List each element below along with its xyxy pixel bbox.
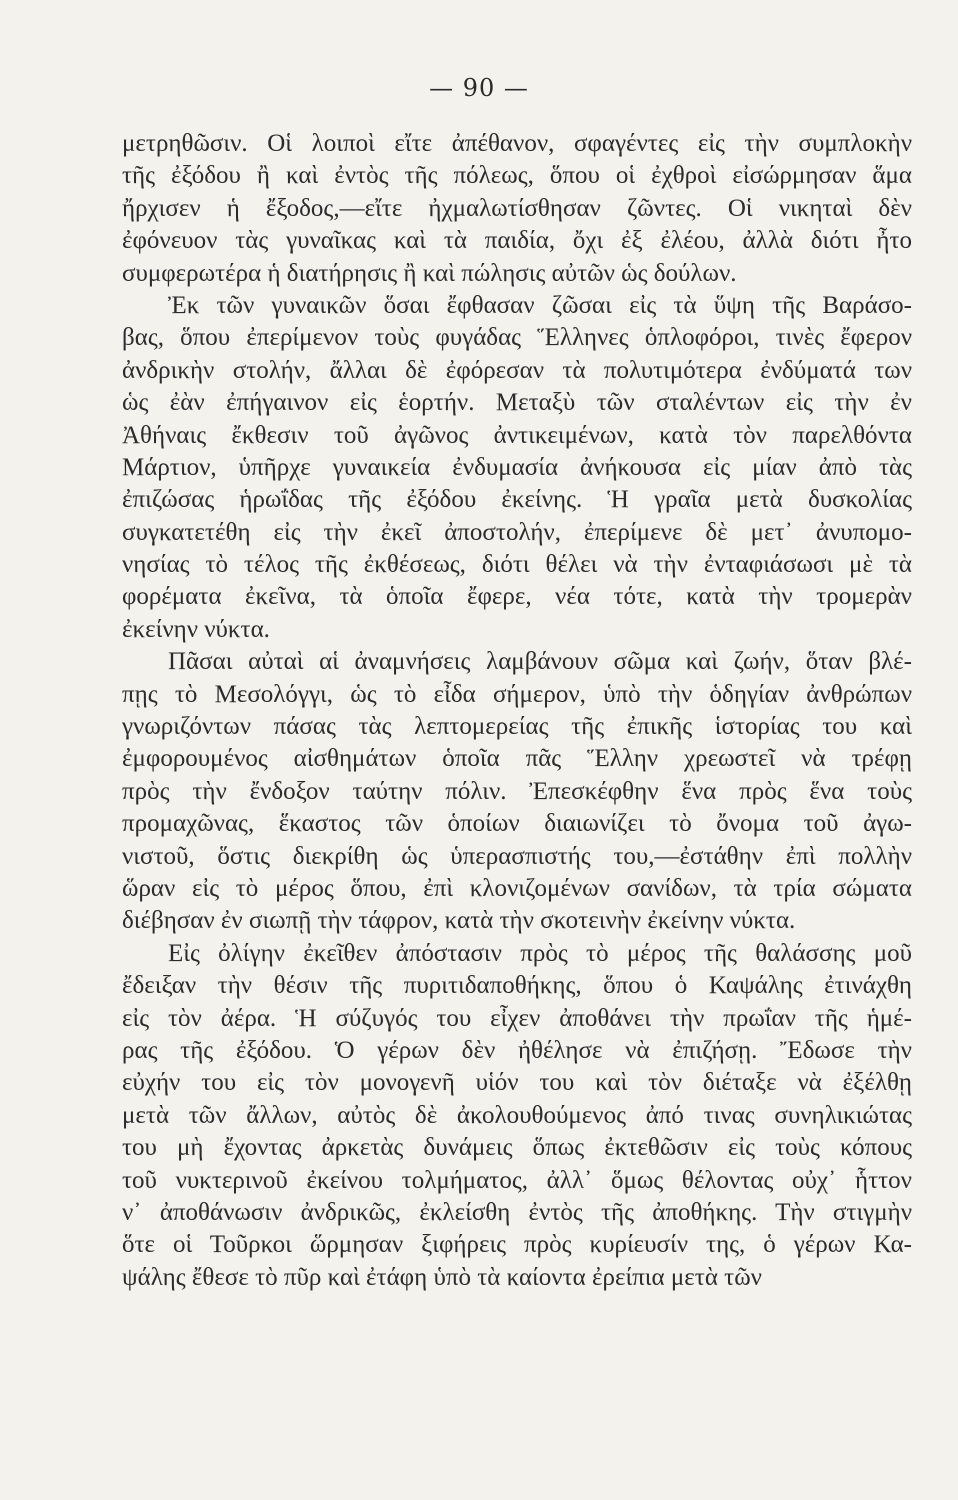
text-line: τῆς ἐξόδου ἢ καὶ ἐντὸς τῆς πόλεως, ὅπου οἱ ἐχθροὶ εἰσώρμησαν ἅμα [122, 162, 912, 190]
text-line: συγκατετέθη εἰς τὴν ἐκεῖ ἀποστολήν, ἐπερίμενε δὲ μετ᾽ ἀνυπομο- [122, 518, 912, 546]
text-line: τοῦ νυκτερινοῦ ἐκείνου τολμήματος, ἀλλ᾽ ὅμως θέλοντας οὐχ᾽ ἧττον [122, 1166, 912, 1194]
text-line: ἐφόνευον τὰς γυναῖκας καὶ τὰ παιδία, ὄχι ἐξ ἐλέου, ἀλλὰ διότι ἦτο [122, 227, 912, 255]
text-line: εἰς τὸν ἀέρα. Ἡ σύζυγός του εἶχεν ἀποθάνει τὴν πρωΐαν τῆς ἡμέ- [122, 1004, 912, 1032]
text-line: Μάρτιον, ὑπῆρχε γυναικεία ἐνδυμασία ἀνήκουσα εἰς μίαν ἀπὸ τὰς [122, 453, 912, 481]
text-line: νησίας τὸ τέλος τῆς ἐκθέσεως, διότι θέλει νὰ τὴν ἐνταφιάσωσι μὲ τὰ [122, 551, 912, 579]
text-line: συμφερωτέρα ἡ διατήρησις ἢ καὶ πώλησις αὐτῶν ὡς δούλων. [122, 259, 737, 287]
text-line: μετὰ τῶν ἄλλων, αὐτὸς δὲ ἀκολουθούμενος ἀπό τινας συνηλικιώτας [122, 1101, 912, 1129]
text-line: ἤρχισεν ἡ ἔξοδος,—εἴτε ἠχμαλωτίσθησαν ζῶντες. Οἱ νικηταὶ δὲν [122, 194, 912, 222]
text-line: ἔδειξαν τὴν θέσιν τῆς πυριτιδαποθήκης, ὅπου ὁ Καψάλης ἐτινάχθη [122, 972, 912, 1000]
paragraph [122, 290, 912, 646]
text-line: ὡς ἐὰν ἐπήγαινον εἰς ἑορτήν. Μεταξὺ τῶν σταλέντων εἰς τὴν ἐν [122, 389, 912, 417]
paragraph [122, 938, 912, 1294]
text-line: Πᾶσαι αὐταὶ αἱ ἀναμνήσεις λαμβάνουν σῶμα καὶ ζωήν, ὅταν βλέ- [168, 648, 912, 676]
text-line: ψάλης ἔθεσε τὸ πῦρ καὶ ἐτάφη ὑπὸ τὰ καίοντα ἐρείπια μετὰ τῶν [122, 1263, 762, 1291]
page-number: — 90 — [429, 74, 529, 102]
text-line: ἀνδρικὴν στολήν, ἄλλαι δὲ ἐφόρεσαν τὰ πολυτιμότερα ἐνδύματά των [122, 356, 912, 384]
text-line: ἐκείνην νύκτα. [122, 615, 270, 643]
text-line: ν᾽ ἀποθάνωσιν ἀνδρικῶς, ἐκλείσθη ἐντὸς τῆς ἀποθήκης. Τὴν στιγμὴν [122, 1198, 912, 1226]
text-line: πρὸς τὴν ἔνδοξον ταύτην πόλιν. Ἐπεσκέφθην ἕνα πρὸς ἕνα τοὺς [122, 777, 912, 805]
text-line: Εἰς ὀλίγην ἐκεῖθεν ἀπόστασιν πρὸς τὸ μέρος τῆς θαλάσσης μοῦ [168, 939, 912, 967]
text-line: ὅτε οἱ Τοῦρκοι ὥρμησαν ξιφήρεις πρὸς κυρίευσίν της, ὁ γέρων Κα- [122, 1231, 912, 1259]
text-line: φορέματα ἐκεῖνα, τὰ ὁποῖα ἔφερε, νέα τότε, κατὰ τὴν τρομερὰν [122, 583, 912, 611]
text-line: διέβησαν ἐν σιωπῇ τὴν τάφρον, κατὰ τὴν σκοτεινὴν ἐκείνην νύκτα. [122, 907, 796, 935]
text-line: εὐχήν του εἰς τὸν μονογενῆ υἱόν του καὶ τὸν διέταξε νὰ ἐξέλθῃ [122, 1069, 912, 1097]
text-line: γνωριζόντων πάσας τὰς λεπτομερείας τῆς ἐπικῆς ἱστορίας του καὶ [122, 713, 912, 741]
text-line: ἐπιζώσας ἡρωΐδας τῆς ἐξόδου ἐκείνης. Ἡ γραῖα μετὰ δυσκολίας [122, 486, 912, 514]
text-line: Ἐκ τῶν γυναικῶν ὅσαι ἔφθασαν ζῶσαι εἰς τὰ ὕψη τῆς Βαράσο- [168, 291, 912, 319]
text-line: βας, ὅπου ἐπερίμενον τοὺς φυγάδας Ἕλληνες ὁπλοφόροι, τινὲς ἔφερον [122, 324, 912, 352]
text-line: ρας τῆς ἐξόδου. Ὁ γέρων δὲν ἠθέλησε νὰ ἐπιζήσῃ. Ἔδωσε τὴν [122, 1036, 912, 1064]
text-line: νιστοῦ, ὅστις διεκρίθη ὡς ὑπερασπιστής του,—ἐστάθην ἐπὶ πολλὴν [122, 842, 912, 870]
text-line: πῃς τὸ Μεσολόγγι, ὡς τὸ εἶδα σήμερον, ὑπὸ τὴν ὁδηγίαν ἀνθρώπων [122, 680, 912, 708]
text-line: του μὴ ἔχοντας ἀρκετὰς δυνάμεις ὅπως ἐκτεθῶσιν εἰς τοὺς κόπους [122, 1134, 912, 1162]
paragraph [122, 646, 912, 938]
text-line: ὥραν εἰς τὸ μέρος ὅπου, ἐπὶ κλονιζομένων σανίδων, τὰ τρία σώματα [122, 874, 912, 902]
text-line: προμαχῶνας, ἕκαστος τῶν ὁποίων διαιωνίζει τὸ ὄνομα τοῦ ἀγω- [122, 810, 912, 838]
paragraph [122, 128, 912, 290]
body-text [122, 128, 912, 1294]
text-line: Ἀθήναις ἔκθεσιν τοῦ ἀγῶνος ἀντικειμένων, κατὰ τὸν παρελθόντα [122, 421, 912, 449]
text-line: ἐμφορουμένος αἰσθημάτων ὁποῖα πᾶς Ἕλλην χρεωστεῖ νὰ τρέφῃ [122, 745, 912, 773]
text-line: μετρηθῶσιν. Οἱ λοιποὶ εἴτε ἀπέθανον, σφαγέντες εἰς τὴν συμπλοκὴν [122, 130, 912, 157]
